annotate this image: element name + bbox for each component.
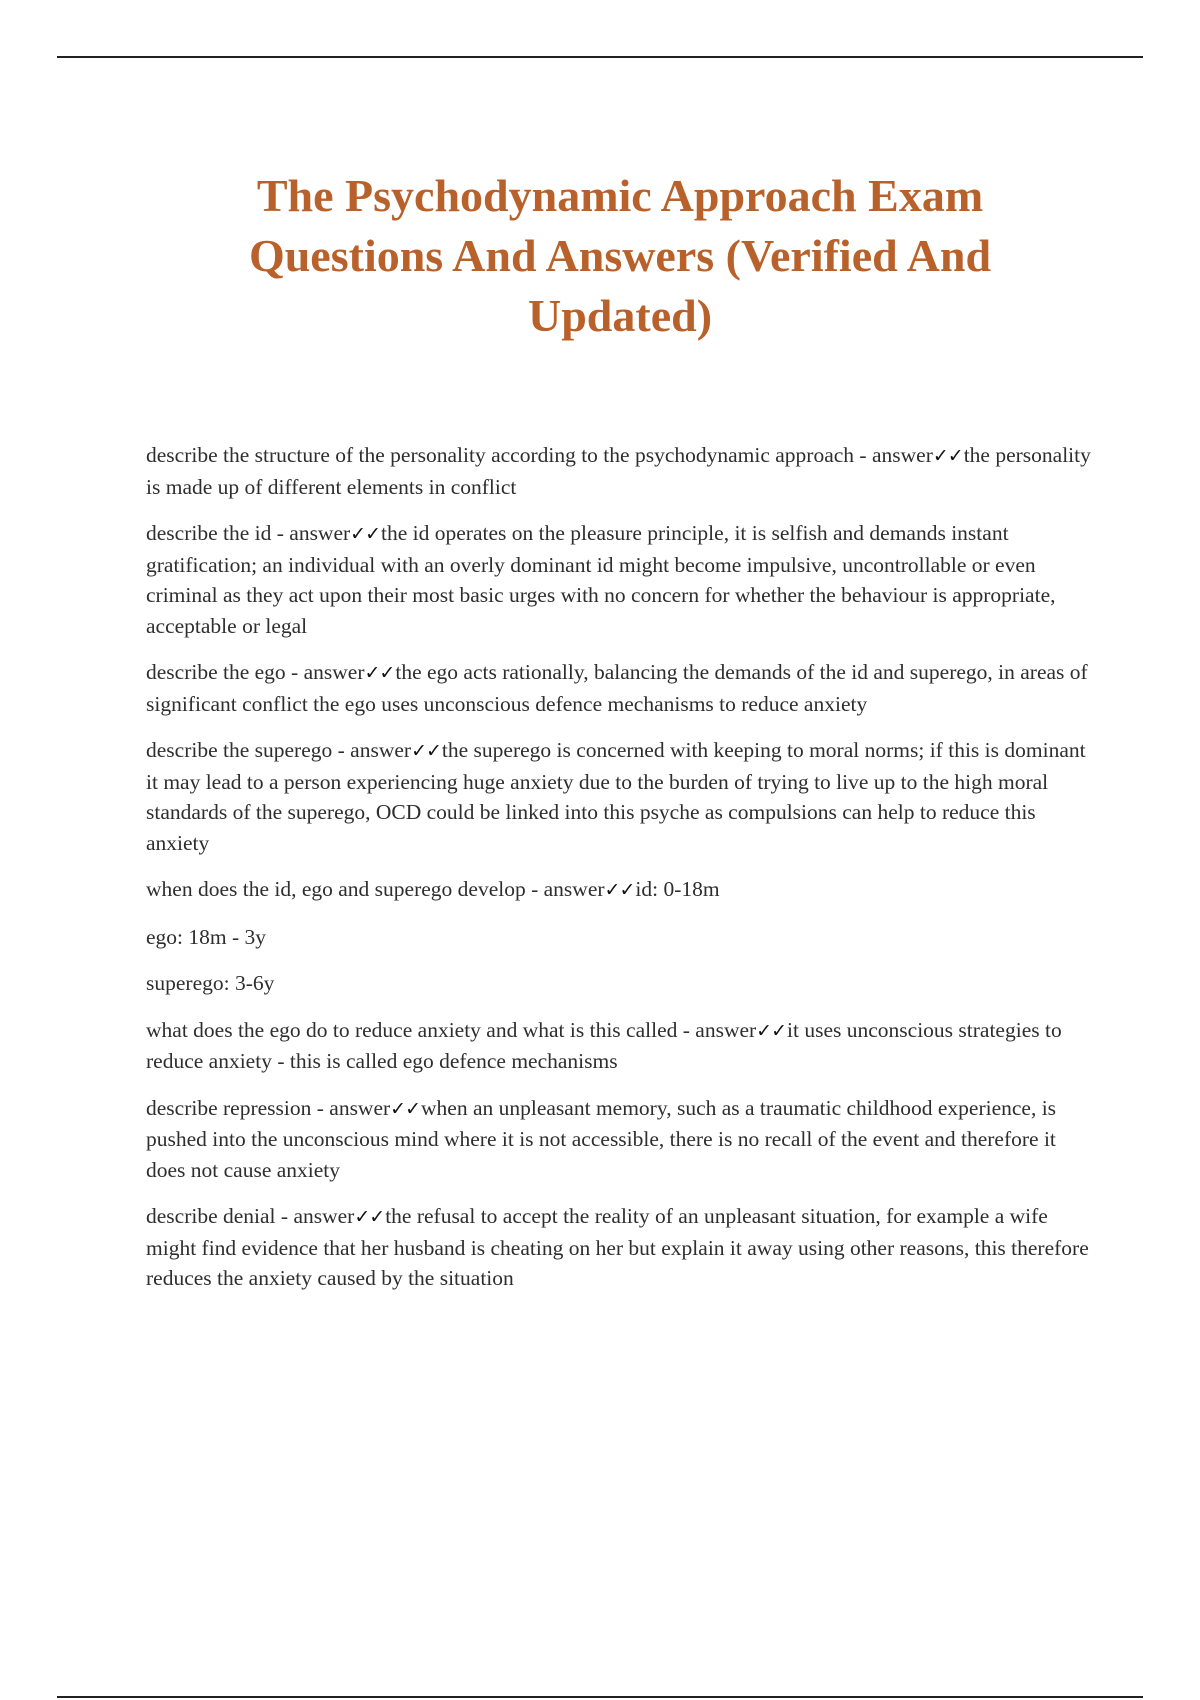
top-rule (57, 56, 1143, 58)
question-text: describe the structure of the personality according to the psychodynamic approach - answer (146, 443, 933, 467)
answer-text: it uses unconscious strategies to reduce anxiety - this is called ego defence mechanisms (146, 1017, 1062, 1073)
answer-text: the id operates on the pleasure principle, it is selfish and demands instant gratification; an individual with an overly dominant id might become impulsive, uncontrollable or even criminal as they act upon their most basic urges with no concern for whether the behaviour is appropriate, acceptable or legal (146, 521, 1056, 638)
answer-text: the personality is made up of different elements in conflict (146, 443, 1091, 499)
double-check-icon: ✓✓ (756, 1019, 787, 1042)
qa-item (146, 735, 1096, 858)
qa-item (146, 1201, 1096, 1294)
double-check-icon: ✓✓ (411, 740, 441, 762)
qa-list (146, 440, 1096, 1310)
qa-item (146, 518, 1096, 641)
answer-text: the superego is concerned with keeping to moral norms; if this is dominant it may lead to a person experiencing huge anxiety due to the burden of trying to live up to the high moral standards of the superego, OCD could be linked into this psyche as compulsions can help to reduce this anxiety (146, 738, 1086, 855)
question-text: describe denial - answer (146, 1204, 355, 1228)
double-check-icon: ✓✓ (350, 523, 381, 545)
question-text: describe the ego - answer (146, 660, 365, 684)
document-title: The Psychodynamic Approach Exam Questions And Answers (Verified And Updated) (248, 170, 992, 341)
qa-item (146, 1015, 1096, 1077)
answer-text: the refusal to accept the reality of an unpleasant situation, for example a wife might find evidence that her husband is cheating on her but explain it away using other reasons, this therefore reduces the anxiety caused by the situation (146, 1204, 1089, 1290)
answer-text: id: 0-18m (635, 877, 720, 901)
qa-continuation: superego: 3-6y (146, 971, 275, 995)
question-text: what does the ego do to reduce anxiety and what is this called - answer (146, 1017, 757, 1042)
double-check-icon: ✓✓ (390, 1097, 421, 1120)
qa-item (146, 440, 1096, 502)
double-check-icon: ✓✓ (604, 879, 635, 901)
answer-text: the ego acts rationally, balancing the demands of the id and superego, in areas of significant conflict the ego uses unconscious defence mechanisms to reduce anxiety (146, 660, 1088, 716)
qa-item (146, 874, 1096, 906)
double-check-icon: ✓✓ (354, 1206, 385, 1228)
double-check-icon: ✓✓ (932, 445, 963, 467)
answer-text: when an unpleasant memory, such as a traumatic childhood experience, is pushed into the unconscious mind where it is not accessible, there is no recall of the event and therefore it does not cause anxiety (146, 1095, 1057, 1182)
double-check-icon: ✓✓ (364, 662, 395, 684)
question-text: when does the id, ego and superego develop - answer (146, 877, 605, 901)
qa-continuation: ego: 18m - 3y (146, 924, 267, 949)
qa-item (146, 1093, 1096, 1186)
question-text: describe repression - answer (146, 1095, 391, 1120)
bottom-rule (57, 1696, 1143, 1698)
qa-item (146, 657, 1096, 719)
question-text: describe the superego - answer (146, 738, 412, 762)
question-text: describe the id - answer (146, 521, 351, 545)
